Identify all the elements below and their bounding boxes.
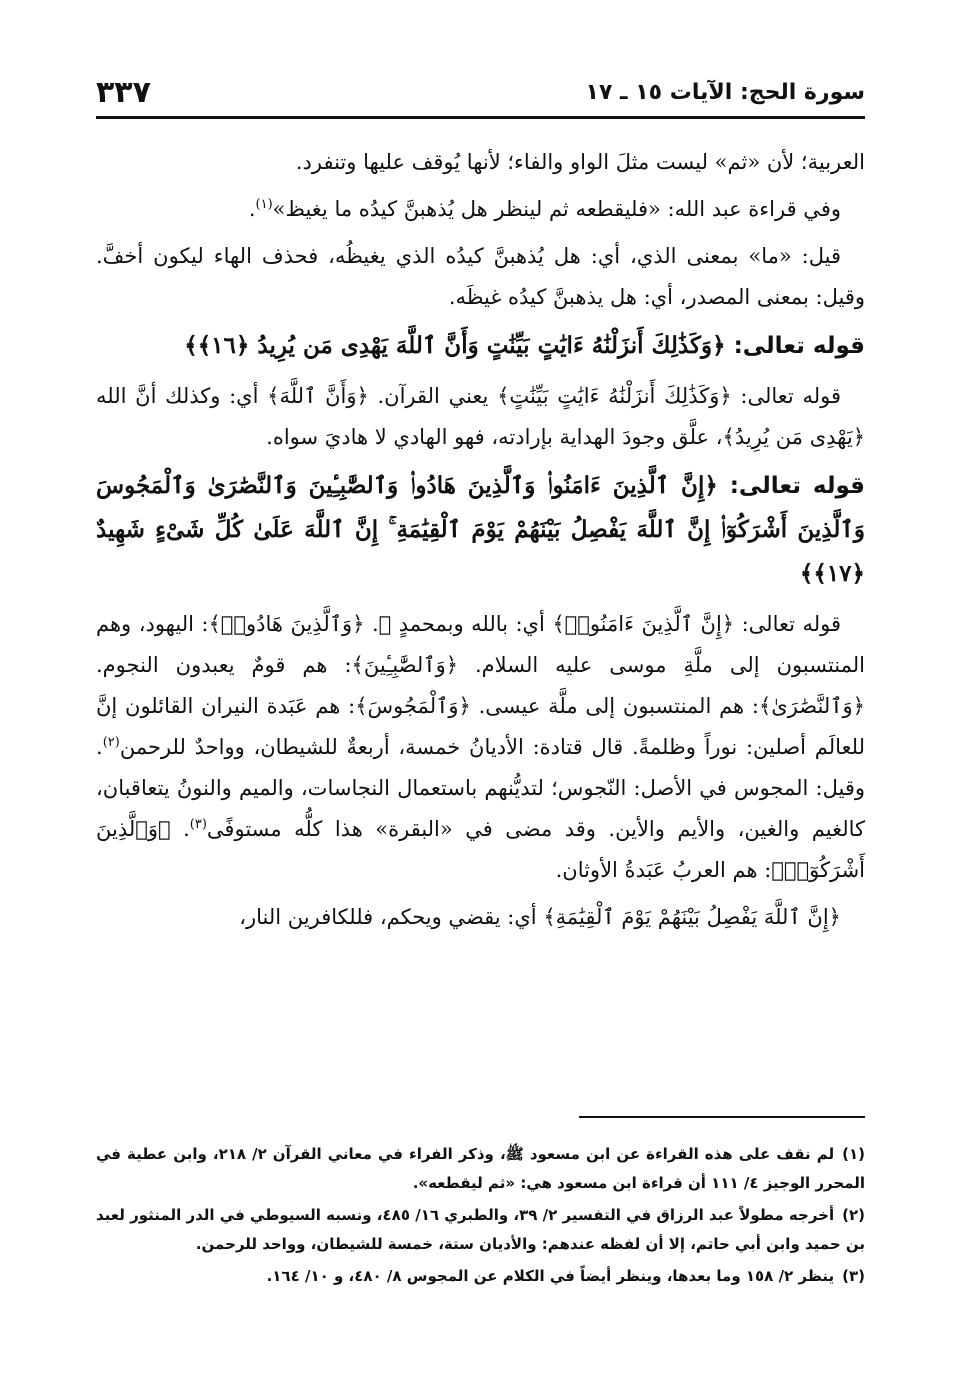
paragraph-1: العربية؛ لأن «ثم» ليست مثلَ الواو والفاء؛ لأنها يُوقف عليها وتنفرد. bbox=[295, 150, 865, 174]
footnote-number: (١) bbox=[842, 1145, 865, 1163]
footnote-text: ينظر ٢/ ١٥٨ وما بعدها، وينظر أيضاً في الكلام عن المجوس ٨/ ٤٨٠، و ١٠/ ١٦٤. bbox=[266, 1267, 835, 1285]
running-head: سورة الحج: الآيات ١٥ ـ ١٧ bbox=[585, 79, 865, 105]
footnotes bbox=[96, 1140, 865, 1294]
footnote-2 bbox=[96, 1201, 865, 1259]
paragraph-2-text: وفي قراءة عبد الله: «فليقطعه ثم لينظر هل يُذهبنَّ كيدُه ما يغيظ» bbox=[272, 197, 841, 221]
paragraph-5-part-a: قوله تعالى: ﴿إِنَّ ٱلَّذِينَ ءَامَنُوا۟﴾ أي: بالله وبمحمدٍ ﷺ. ﴿وَٱلَّذِينَ هَادُوا۟﴾: اليهود، وهم المنتسبون إلى ملَّةِ موسى عليه السلام. ﴿وَٱلصَّٰبِـِٔينَ﴾: هم قومٌ يعبدون النجوم. ﴿وَٱلنَّصَٰرَىٰ﴾: هم المنتسبون إلى ملَّة عيسى. ﴿وَٱلْمَجُوسَ﴾: هم عَبَدة النيران القائلون إنَّ للعالَم أصلين: نوراً وظلمةً. قال قتادة: الأديانُ خمسة، أربعةٌ للشيطان، وواحدٌ للرحمن bbox=[96, 612, 865, 759]
page-number: ٣٣٧ bbox=[96, 74, 151, 110]
footnote-separator bbox=[579, 1116, 865, 1118]
main-text bbox=[96, 142, 865, 944]
footnote-3 bbox=[96, 1262, 865, 1291]
paragraph-5 bbox=[96, 604, 865, 891]
footnote-number: (٢) bbox=[842, 1206, 865, 1224]
paragraph-6: ﴿إِنَّ ٱللَّهَ يَفْصِلُ بَيْنَهُمْ يَوْمَ ٱلْقِيَٰمَةِ﴾ أي: يقضي ويحكم، فللكافرين النار، bbox=[239, 905, 841, 929]
footnote-text: لم نقف على هذه القراءة عن ابن مسعود ﷺ، وذكر الفراء في معاني القرآن ٢/ ٢١٨، وابن عطية في المحرر الوجيز ٤/ ١١١ أن قراءة ابن مسعود هي: «ثم ليقطعه». bbox=[96, 1145, 865, 1192]
verse-17-heading bbox=[96, 464, 865, 596]
verse-16-text: ﴿وَكَذَٰلِكَ أَنزَلْنَٰهُ ءَايَٰتٍ بَيِّنَٰتٍ وَأَنَّ ٱللَّهَ يَهْدِى مَن يُرِيدُ ﴿١٦﴾﴾ bbox=[184, 332, 726, 359]
footnote-number: (٣) bbox=[842, 1267, 865, 1285]
paragraph-5-part-c: . ﴿وَٱلَّذِينَ أَشْرَكُوٓا۟﴾: هم العربُ عَبَدةُ الأوثان. bbox=[96, 817, 865, 882]
verse-17-text: ﴿إِنَّ ٱلَّذِينَ ءَامَنُوا۟ وَٱلَّذِينَ هَادُوا۟ وَٱلصَّٰبِـِٔينَ وَٱلنَّصَٰرَىٰ وَٱلْمَجُوسَ وَٱلَّذِينَ أَشْرَكُوٓا۟ إِنَّ ٱللَّهَ يَفْصِلُ بَيْنَهُمْ يَوْمَ ٱلْقِيَٰمَةِ ۚ إِنَّ ٱللَّهَ عَلَىٰ كُلِّ شَىْءٍ شَهِيدٌ ﴿١٧﴾﴾ bbox=[96, 472, 865, 587]
paragraph-4: قوله تعالى: ﴿وَكَذَٰلِكَ أَنزَلْنَٰهُ ءَايَٰتٍ بَيِّنَٰتٍ﴾ يعني القرآن. ﴿وَأَنَّ ٱللَّهَ﴾ أي: وكذلك أنَّ الله ﴿يَهْدِى مَن يُرِيدُ﴾، علَّق وجودَ الهداية بإرادته، فهو الهادي لا هاديَ سواه. bbox=[96, 384, 865, 449]
verse-16-label: قوله تعالى: bbox=[733, 333, 865, 359]
paragraph-5-part-b: . وقيل: المجوس في الأصل: النّجوس؛ لتديُّنهم باستعمال النجاسات، والميم والنونُ يتعاقبان، كالغيم والغين، والأيم والأين. وقد مضى في «البقرة» هذا كلُّه مستوفًى bbox=[96, 735, 865, 841]
verse-17-label: قوله تعالى: bbox=[729, 473, 865, 499]
verse-16-heading bbox=[96, 324, 865, 368]
paragraph-2: وفي قراءة عبد الله: «فليقطعه ثم لينظر هل يُذهبنَّ كيدُه ما يغيظ»$^{(١)}$. bbox=[248, 197, 841, 221]
footnote-ref-2: (٢) bbox=[102, 735, 120, 750]
page-header bbox=[96, 68, 865, 119]
footnote-1 bbox=[96, 1140, 865, 1198]
footnote-ref-1: (١) bbox=[255, 197, 273, 212]
footnote-text: أخرجه مطولاً عبد الرزاق في التفسير ٢/ ٣٩، والطبري ١٦/ ٤٨٥، ونسبه السيوطي في الدر المنثور لعبد بن حميد وابن أبي حاتم، إلا أن لفظه عندهم: والأديان ستة، خمسة للشيطان، وواحد للرحمن. bbox=[96, 1206, 865, 1253]
paragraph-3: قيل: «ما» بمعنى الذي، أي: هل يُذهبنَّ كيدُه الذي يغيظُه، فحذف الهاء ليكون أخفَّ. وقيل: بمعنى المصدر، أي: هل يذهبنَّ كيدُه غيظَه. bbox=[96, 244, 865, 309]
footnote-ref-3: (٣) bbox=[189, 817, 207, 832]
